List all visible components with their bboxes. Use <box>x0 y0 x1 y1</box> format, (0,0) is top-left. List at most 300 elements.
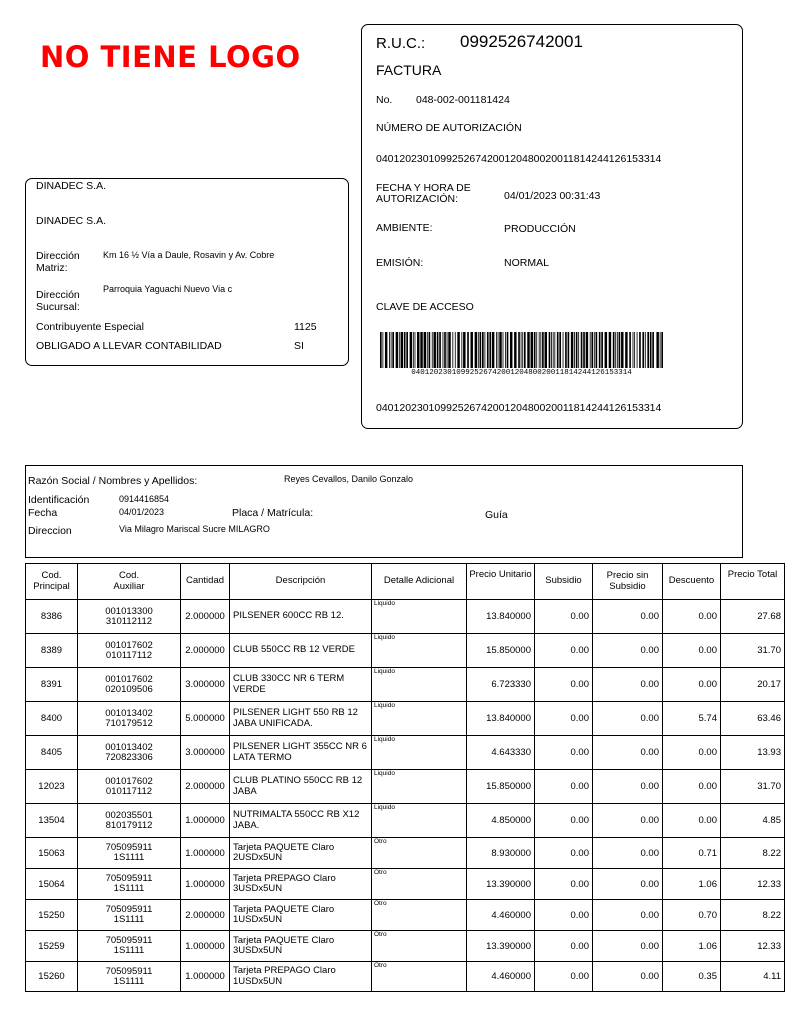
table-row <box>26 668 785 702</box>
barcode-bar <box>540 332 541 368</box>
barcode-bar <box>568 332 570 368</box>
barcode-bar <box>551 332 552 368</box>
authorization-date: 04/01/2023 00:31:43 <box>504 190 601 202</box>
cell-cantidad: 1.000000 <box>181 869 230 900</box>
cell-cod-auxiliar: 001013402 720823306 <box>78 736 181 770</box>
accounting-label: OBLIGADO A LLEVAR CONTABILIDAD <box>36 340 222 352</box>
issuer-trade-name: DINADEC S.A. <box>36 215 107 227</box>
header-cod-principal: Cod. Principal <box>26 564 78 600</box>
table-row <box>26 600 785 634</box>
barcode-bar <box>463 332 465 368</box>
cell-precio-sin-subsidio: 0.00 <box>593 600 663 634</box>
cell-precio-total: 4.11 <box>721 962 785 992</box>
barcode-bar <box>661 332 663 368</box>
cell-cod-auxiliar: 001013300 310112112 <box>78 600 181 634</box>
barcode-bar <box>406 332 408 368</box>
barcode-bar <box>539 332 540 368</box>
customer-id: 0914416854 <box>119 494 170 504</box>
barcode-bar <box>594 332 595 368</box>
header-cantidad: Cantidad <box>181 564 230 600</box>
cell-cantidad: 2.000000 <box>181 900 230 931</box>
cell-descuento: 0.00 <box>663 804 721 838</box>
barcode-bar <box>401 332 403 368</box>
barcode-bar <box>522 332 523 368</box>
cell-descuento: 0.71 <box>663 838 721 869</box>
cell-detalle-adicional <box>372 869 467 900</box>
cell-subsidio: 0.00 <box>535 804 593 838</box>
cell-precio-sin-subsidio: 0.00 <box>593 668 663 702</box>
issuer-legal-name: DINADEC S.A. <box>36 180 107 192</box>
cell-detalle-adicional <box>372 634 467 668</box>
cell-descuento: 0.00 <box>663 600 721 634</box>
cell-cod-principal: 15259 <box>26 931 78 962</box>
cell-cod-auxiliar: 705095911 1S1111 <box>78 869 181 900</box>
special-taxpayer-value: 1125 <box>294 321 317 333</box>
cell-cod-auxiliar: 705095911 1S1111 <box>78 900 181 931</box>
cell-precio-unitario: 13.390000 <box>467 869 535 900</box>
detail-tag: Liquido <box>374 634 395 641</box>
access-key-label: CLAVE DE ACCESO <box>376 301 474 313</box>
table-row <box>26 702 785 736</box>
accounting-value: SI <box>294 340 304 352</box>
cell-precio-unitario: 4.850000 <box>467 804 535 838</box>
cell-precio-sin-subsidio: 0.00 <box>593 770 663 804</box>
barcode-bar <box>609 332 611 368</box>
cell-precio-unitario: 6.723330 <box>467 668 535 702</box>
barcode-bar <box>613 332 615 368</box>
cell-subsidio: 0.00 <box>535 962 593 992</box>
detail-tag: Otro <box>374 962 387 969</box>
ruc-label: R.U.C.: <box>376 35 426 52</box>
cell-cod-auxiliar: 002035501 810179112 <box>78 804 181 838</box>
barcode-bar <box>510 332 512 368</box>
customer-address-label: Direccion <box>28 525 72 537</box>
environment-label: AMBIENTE: <box>376 222 433 234</box>
barcode-bar <box>444 332 446 368</box>
barcode-bar <box>583 332 585 368</box>
barcode-bar <box>619 332 621 368</box>
barcode-bar <box>427 332 428 368</box>
cell-descripcion: PILSENER 600CC RB 12. <box>230 600 372 634</box>
cell-detalle-adicional <box>372 736 467 770</box>
table-row <box>26 770 785 804</box>
cell-cantidad: 1.000000 <box>181 931 230 962</box>
barcode-bar <box>455 332 456 368</box>
detail-tag: Otro <box>374 900 387 907</box>
barcode-bar <box>452 332 453 368</box>
table-row <box>26 900 785 931</box>
special-taxpayer-label: Contribuyente Especial <box>36 321 144 333</box>
cell-subsidio: 0.00 <box>535 770 593 804</box>
cell-descripcion: CLUB 550CC RB 12 VERDE <box>230 634 372 668</box>
cell-cod-principal: 15250 <box>26 900 78 931</box>
barcode-bar <box>605 332 607 368</box>
barcode-bar <box>534 332 536 368</box>
cell-precio-total: 31.70 <box>721 634 785 668</box>
barcode-bar <box>559 332 561 368</box>
barcode-bar <box>642 332 644 368</box>
cell-precio-sin-subsidio: 0.00 <box>593 736 663 770</box>
cell-precio-unitario: 13.840000 <box>467 702 535 736</box>
cell-subsidio: 0.00 <box>535 838 593 869</box>
cell-descripcion: Tarjeta PAQUETE Claro 2USDx5UN <box>230 838 372 869</box>
barcode-bar <box>617 332 618 368</box>
barcode-bar <box>660 332 661 368</box>
barcode-bar <box>487 332 489 368</box>
barcode-bar <box>489 332 491 368</box>
cell-detalle-adicional <box>372 962 467 992</box>
barcode-bar <box>433 332 435 368</box>
barcode-bar <box>399 332 400 368</box>
cell-precio-unitario: 15.850000 <box>467 770 535 804</box>
cell-cantidad: 3.000000 <box>181 668 230 702</box>
barcode-bar <box>596 332 598 368</box>
cell-cod-principal: 12023 <box>26 770 78 804</box>
header-descuento: Descuento <box>663 564 721 600</box>
header-cod-auxiliar: Cod. Auxiliar <box>78 564 181 600</box>
cell-cod-principal: 15260 <box>26 962 78 992</box>
cell-precio-sin-subsidio: 0.00 <box>593 900 663 931</box>
barcode-bar <box>396 332 398 368</box>
cell-descuento: 0.00 <box>663 736 721 770</box>
header-precio-unitario-label: Precio Unitario <box>469 569 532 580</box>
cell-cod-principal: 15064 <box>26 869 78 900</box>
cell-cod-auxiliar: 001013402 710179512 <box>78 702 181 736</box>
cell-cantidad: 1.000000 <box>181 804 230 838</box>
table-row <box>26 838 785 869</box>
invoice-number: 048-002-001181424 <box>416 94 510 106</box>
header-detalle-adicional: Detalle Adicional <box>372 564 467 600</box>
cell-cod-auxiliar: 705095911 1S1111 <box>78 838 181 869</box>
detail-tag: Liquido <box>374 736 395 743</box>
barcode-bar <box>391 332 392 368</box>
customer-name-label: Razón Social / Nombres y Apellidos: <box>28 475 198 487</box>
barcode-bar <box>415 332 416 368</box>
cell-precio-total: 12.33 <box>721 931 785 962</box>
cell-cod-principal: 8386 <box>26 600 78 634</box>
cell-subsidio: 0.00 <box>535 900 593 931</box>
barcode-bar <box>578 332 579 368</box>
barcode-bar <box>443 332 444 368</box>
cell-cod-auxiliar: 705095911 1S1111 <box>78 962 181 992</box>
barcode-bar <box>557 332 559 368</box>
cell-detalle-adicional <box>372 838 467 869</box>
cell-cod-principal: 8400 <box>26 702 78 736</box>
customer-address: Via Milagro Mariscal Sucre MILAGRO <box>119 524 270 534</box>
barcode-bar <box>652 332 654 368</box>
customer-name: Reyes Cevallos, Danilo Gonzalo <box>284 474 414 484</box>
cell-descuento: 1.06 <box>663 869 721 900</box>
emission-value: NORMAL <box>504 257 549 269</box>
barcode-bar <box>505 332 506 368</box>
cell-cantidad: 1.000000 <box>181 962 230 992</box>
cell-cod-principal: 13504 <box>26 804 78 838</box>
barcode-bar <box>492 332 494 368</box>
header-subsidio: Subsidio <box>535 564 593 600</box>
cell-descripcion: CLUB PLATINO 550CC RB 12 JABA <box>230 770 372 804</box>
guide-label: Guía <box>485 509 508 521</box>
header-precio-unitario <box>467 564 535 600</box>
customer-box <box>25 465 743 558</box>
detail-tag: Otro <box>374 838 387 845</box>
cell-descuento: 0.00 <box>663 770 721 804</box>
cell-descripcion: PILSENER LIGHT 550 RB 12 JABA UNIFICADA. <box>230 702 372 736</box>
barcode-bar <box>448 332 450 368</box>
cell-precio-sin-subsidio: 0.00 <box>593 931 663 962</box>
issue-date: 04/01/2023 <box>119 507 165 517</box>
cell-cod-principal: 8391 <box>26 668 78 702</box>
barcode-bar <box>521 332 522 368</box>
invoice-items-table <box>25 563 785 992</box>
barcode-bar <box>429 332 431 368</box>
cell-subsidio: 0.00 <box>535 600 593 634</box>
barcode-bar <box>574 332 575 368</box>
barcode-bar <box>637 332 638 368</box>
cell-descuento: 1.06 <box>663 931 721 962</box>
cell-cantidad: 2.000000 <box>181 600 230 634</box>
cell-subsidio: 0.00 <box>535 931 593 962</box>
barcode-bar <box>498 332 499 368</box>
cell-subsidio: 0.00 <box>535 869 593 900</box>
cell-detalle-adicional <box>372 702 467 736</box>
access-key-value: 0401202301099252674200120480020011814244126153314 <box>376 402 662 414</box>
barcode-bar <box>484 332 485 368</box>
cell-cod-auxiliar: 001017602 020109506 <box>78 668 181 702</box>
cell-detalle-adicional <box>372 900 467 931</box>
branch-address-label: Dirección Sucursal: <box>36 289 80 314</box>
authorization-label: NÚMERO DE AUTORIZACIÓN <box>376 122 522 134</box>
cell-precio-sin-subsidio: 0.00 <box>593 634 663 668</box>
barcode-bar <box>470 332 472 368</box>
cell-precio-unitario: 8.930000 <box>467 838 535 869</box>
barcode-bar <box>417 332 419 368</box>
barcode-bar <box>615 332 616 368</box>
cell-descuento: 0.35 <box>663 962 721 992</box>
cell-detalle-adicional <box>372 600 467 634</box>
barcode-bar <box>565 332 567 368</box>
barcode-bar <box>439 332 441 368</box>
barcode-bar <box>404 332 406 368</box>
detail-tag: Otro <box>374 931 387 938</box>
logo-placeholder-text: NO TIENE LOGO <box>40 40 301 74</box>
cell-cantidad: 5.000000 <box>181 702 230 736</box>
barcode-bar <box>554 332 555 368</box>
cell-descuento: 0.00 <box>663 634 721 668</box>
barcode-bar <box>437 332 439 368</box>
invoice-number-label: No. <box>376 94 393 106</box>
barcode-bar <box>380 332 382 368</box>
cell-precio-total: 13.93 <box>721 736 785 770</box>
barcode-bar <box>601 332 603 368</box>
barcode-bar <box>545 332 547 368</box>
cell-precio-sin-subsidio: 0.00 <box>593 869 663 900</box>
cell-precio-total: 8.22 <box>721 900 785 931</box>
header-descripcion: Descripción <box>230 564 372 600</box>
cell-descuento: 0.00 <box>663 668 721 702</box>
barcode-bar <box>549 332 551 368</box>
barcode-bar <box>499 332 501 368</box>
cell-detalle-adicional <box>372 668 467 702</box>
barcode-bar <box>524 332 526 368</box>
cell-cod-auxiliar: 001017602 010117112 <box>78 634 181 668</box>
environment-value: PRODUCCIÓN <box>504 223 576 235</box>
cell-cantidad: 2.000000 <box>181 770 230 804</box>
barcode-bar <box>536 332 537 368</box>
cell-cod-auxiliar: 705095911 1S1111 <box>78 931 181 962</box>
barcode-bar <box>650 332 652 368</box>
barcode-bar <box>514 332 516 368</box>
main-address-label: Dirección Matriz: <box>36 250 80 275</box>
barcode-bar <box>639 332 641 368</box>
barcode-bar <box>576 332 578 368</box>
barcode-bar <box>645 332 646 368</box>
barcode-bar <box>389 332 390 368</box>
invoice-header-box <box>361 24 743 429</box>
barcode-number: 0401202301099252674200120480020011814244126153314 <box>411 369 632 377</box>
cell-cod-auxiliar: 001017602 010117112 <box>78 770 181 804</box>
emission-label: EMISIÓN: <box>376 257 424 269</box>
cell-descripcion: CLUB 330CC NR 6 TERM VERDE <box>230 668 372 702</box>
header-precio-total-label: Precio Total <box>727 569 778 580</box>
document-type: FACTURA <box>376 62 442 78</box>
barcode-bar <box>599 332 601 368</box>
cell-descuento: 0.70 <box>663 900 721 931</box>
table-row <box>26 804 785 838</box>
issue-date-label: Fecha <box>28 507 58 519</box>
cell-precio-total: 4.85 <box>721 804 785 838</box>
cell-cod-principal: 15063 <box>26 838 78 869</box>
barcode-bar <box>424 332 426 368</box>
barcode-bar <box>634 332 635 368</box>
detail-tag: Liquido <box>374 600 395 607</box>
authorization-date-label: FECHA Y HORA DE AUTORIZACIÓN: <box>376 182 471 206</box>
cell-cantidad: 3.000000 <box>181 736 230 770</box>
table-header-row <box>26 564 785 600</box>
table-row <box>26 736 785 770</box>
barcode-bar <box>633 332 634 368</box>
cell-precio-unitario: 4.460000 <box>467 900 535 931</box>
barcode-bar <box>382 332 383 368</box>
barcode-bar <box>480 332 482 368</box>
cell-precio-unitario: 4.643330 <box>467 736 535 770</box>
barcode-bar <box>621 332 623 368</box>
customer-id-label: Identificación <box>28 494 90 506</box>
cell-precio-total: 12.33 <box>721 869 785 900</box>
cell-precio-sin-subsidio: 0.00 <box>593 804 663 838</box>
barcode-bar <box>503 332 504 368</box>
barcode-bar <box>413 332 414 368</box>
authorization-number: 0401202301099252674200120480020011814244126153314 <box>376 153 662 165</box>
cell-precio-unitario: 15.850000 <box>467 634 535 668</box>
cell-precio-total: 8.22 <box>721 838 785 869</box>
cell-descripcion: Tarjeta PREPAGO Claro 3USDx5UN <box>230 869 372 900</box>
table-row <box>26 634 785 668</box>
cell-precio-unitario: 13.840000 <box>467 600 535 634</box>
barcode-bar <box>586 332 588 368</box>
cell-subsidio: 0.00 <box>535 702 593 736</box>
barcode-bar <box>482 332 484 368</box>
barcode-bar <box>581 332 583 368</box>
cell-precio-sin-subsidio: 0.00 <box>593 838 663 869</box>
barcode-bar <box>656 332 658 368</box>
cell-precio-total: 27.68 <box>721 600 785 634</box>
cell-detalle-adicional <box>372 770 467 804</box>
access-key-barcode <box>380 332 663 368</box>
barcode-bar <box>475 332 477 368</box>
barcode-bar <box>496 332 497 368</box>
cell-precio-sin-subsidio: 0.00 <box>593 702 663 736</box>
cell-detalle-adicional <box>372 804 467 838</box>
barcode-bar <box>410 332 412 368</box>
barcode-bar <box>553 332 554 368</box>
issuer-box <box>25 178 349 366</box>
cell-descripcion: PILSENER LIGHT 355CC NR 6 LATA TERMO <box>230 736 372 770</box>
cell-cod-principal: 8405 <box>26 736 78 770</box>
detail-tag: Otro <box>374 869 387 876</box>
barcode-bar <box>432 332 433 368</box>
cell-cantidad: 2.000000 <box>181 634 230 668</box>
barcode-bar <box>420 332 422 368</box>
cell-descuento: 5.74 <box>663 702 721 736</box>
cell-descripcion: Tarjeta PAQUETE Claro 3USDx5UN <box>230 931 372 962</box>
barcode-bar <box>518 332 520 368</box>
cell-precio-total: 31.70 <box>721 770 785 804</box>
cell-precio-total: 63.46 <box>721 702 785 736</box>
cell-descripcion: NUTRIMALTA 550CC RB X12 JABA. <box>230 804 372 838</box>
ruc-value: 0992526742001 <box>460 32 583 51</box>
cell-subsidio: 0.00 <box>535 668 593 702</box>
cell-cantidad: 1.000000 <box>181 838 230 869</box>
barcode-bar <box>507 332 509 368</box>
table-row <box>26 962 785 992</box>
cell-detalle-adicional <box>372 931 467 962</box>
barcode-bar <box>591 332 593 368</box>
cell-precio-unitario: 4.460000 <box>467 962 535 992</box>
barcode-bar <box>385 332 387 368</box>
barcode-bar <box>527 332 529 368</box>
table-row <box>26 931 785 962</box>
barcode-bar <box>571 332 573 368</box>
barcode-bar <box>647 332 649 368</box>
cell-subsidio: 0.00 <box>535 634 593 668</box>
barcode-bar <box>467 332 469 368</box>
plate-label: Placa / Matrícula: <box>232 507 314 519</box>
cell-cod-principal: 8389 <box>26 634 78 668</box>
barcode-bar <box>447 332 448 368</box>
branch-address: Parroquia Yaguachi Nuevo Via c <box>103 284 233 294</box>
table-row <box>26 869 785 900</box>
barcode-bar <box>625 332 627 368</box>
header-precio-total <box>721 564 785 600</box>
header-precio-sin-subsidio: Precio sin Subsidio <box>593 564 663 600</box>
barcode-bar <box>457 332 459 368</box>
main-address: Km 16 ½ Vía a Daule, Rosavin y Av. Cobre <box>103 250 275 260</box>
cell-descripcion: Tarjeta PAQUETE Claro 1USDx5UN <box>230 900 372 931</box>
cell-descripcion: Tarjeta PREPAGO Claro 1USDx5UN <box>230 962 372 992</box>
cell-precio-total: 20.17 <box>721 668 785 702</box>
cell-precio-sin-subsidio: 0.00 <box>593 962 663 992</box>
detail-tag: Liquido <box>374 668 395 675</box>
cell-precio-unitario: 13.390000 <box>467 931 535 962</box>
barcode-bar <box>590 332 591 368</box>
barcode-bar <box>542 332 544 368</box>
barcode-bar <box>461 332 462 368</box>
barcode-bar <box>478 332 479 368</box>
barcode-bar <box>563 332 564 368</box>
barcode-bar <box>531 332 533 368</box>
barcode-bar <box>629 332 631 368</box>
cell-subsidio: 0.00 <box>535 736 593 770</box>
